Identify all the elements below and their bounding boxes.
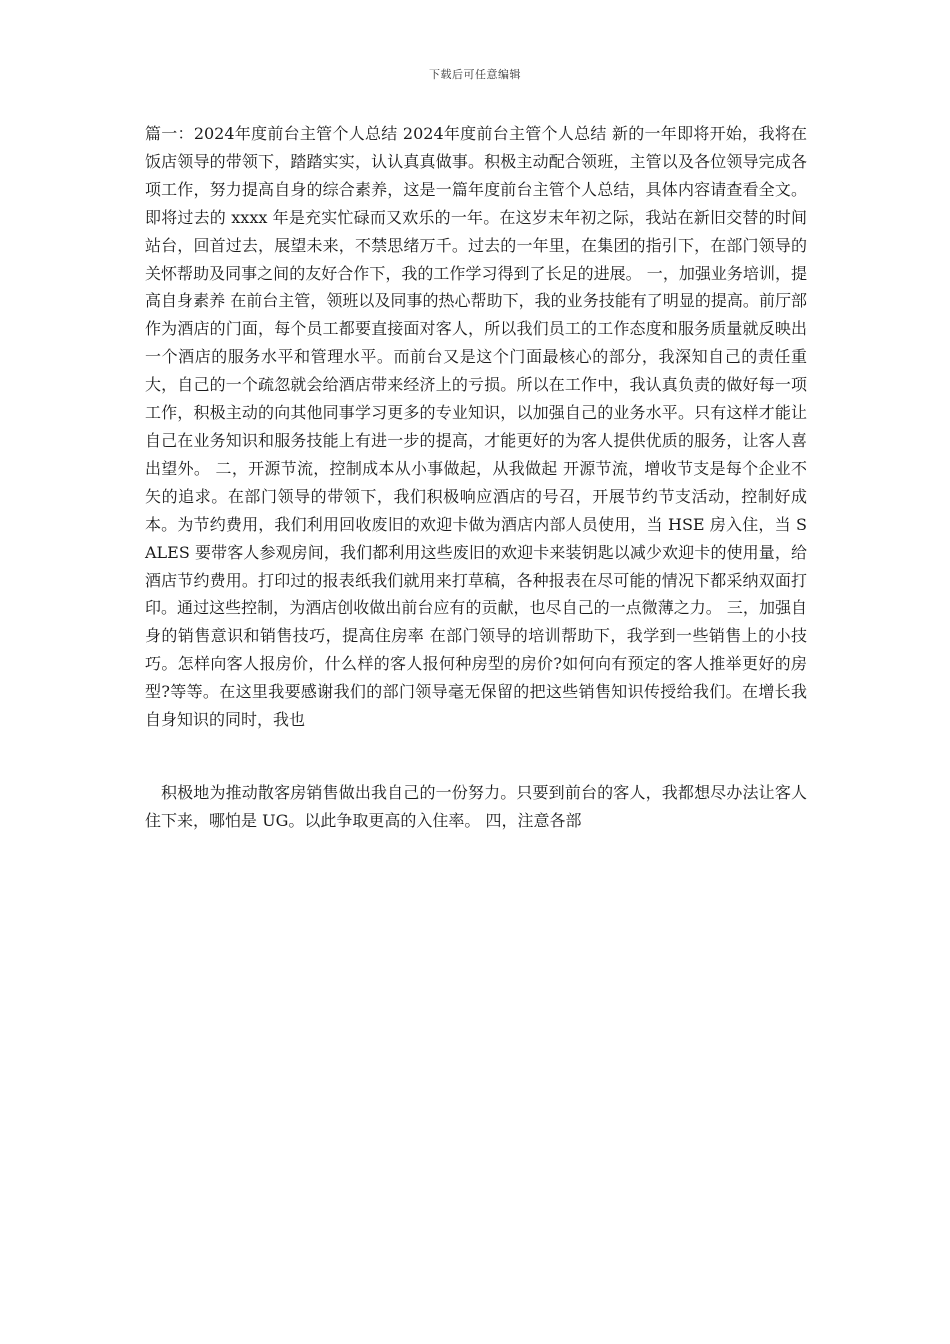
document-body (145, 120, 807, 835)
body-paragraph-1: 篇一：2024年度前台主管个人总结 2024年度前台主管个人总结 新的一年即将开始，我将在饭店领导的带领下，踏踏实实，认认真真做事。积极主动配合领班，主管以及各位领导完成各项工作，努力提高自身的综合素养，这是一篇年度前台主管个人总结，具体内容请查看全文。 即将过去的 xxxx 年是充实忙碌而又欢乐的一年。在这岁末年初之际，我站在新旧交替的时间站台，回首过去，展望未来，不禁思绪万千。过去的一年里，在集团的指引下，在部门领导的关怀帮助及同事之间的友好合作下，我的工作学习得到了长足的进展。 一，加强业务培训，提高自身素养 在前台主管，领班以及同事的热心帮助下，我的业务技能有了明显的提高。前厅部作为酒店的门面，每个员工都要直接面对客人，所以我们员工的工作态度和服务质量就反映出一个酒店的服务水平和管理水平。而前台又是这个门面最核心的部分，我深知自己的责任重大，自己的一个疏忽就会给酒店带来经济上的亏损。所以在工作中，我认真负责的做好每一项工作，积极主动的向其他同事学习更多的专业知识，以加强自己的业务水平。只有这样才能让自己在业务知识和服务技能上有进一步的提高，才能更好的为客人提供优质的服务，让客人喜出望外。 二，开源节流，控制成本从小事做起，从我做起 开源节流，增收节支是每个企业不矢的追求。在部门领导的带领下，我们积极响应酒店的号召，开展节约节支活动，控制好成本。为节约费用，我们利用回收废旧的欢迎卡做为酒店内部人员使用，当 HSE 房入住，当 SALES 要带客人参观房间，我们都利用这些废旧的欢迎卡来装钥匙以减少欢迎卡的使用量，给酒店节约费用。打印过的报表纸我们就用来打草稿，各种报表在尽可能的情况下都采纳双面打印。通过这些控制，为酒店创收做出前台应有的贡献，也尽自己的一点微薄之力。 三，加强自身的销售意识和销售技巧，提高住房率 在部门领导的培训帮助下，我学到一些销售上的小技巧。怎样向客人报房价，什么样的客人报何种房型的房价?如何向有预定的客人推举更好的房型?等等。在这里我要感谢我们的部门领导毫无保留的把这些销售知识传授给我们。在增长我自身知识的同时，我也 (145, 124, 807, 730)
page-header-note: 下载后可任意编辑 (429, 68, 521, 81)
body-paragraph-2: 积极地为推动散客房销售做出我自己的一份努力。只要到前台的客人，我都想尽办法让客人住下来，哪怕是 UG。以此争取更高的入住率。 四，注意各部 (145, 782, 807, 830)
